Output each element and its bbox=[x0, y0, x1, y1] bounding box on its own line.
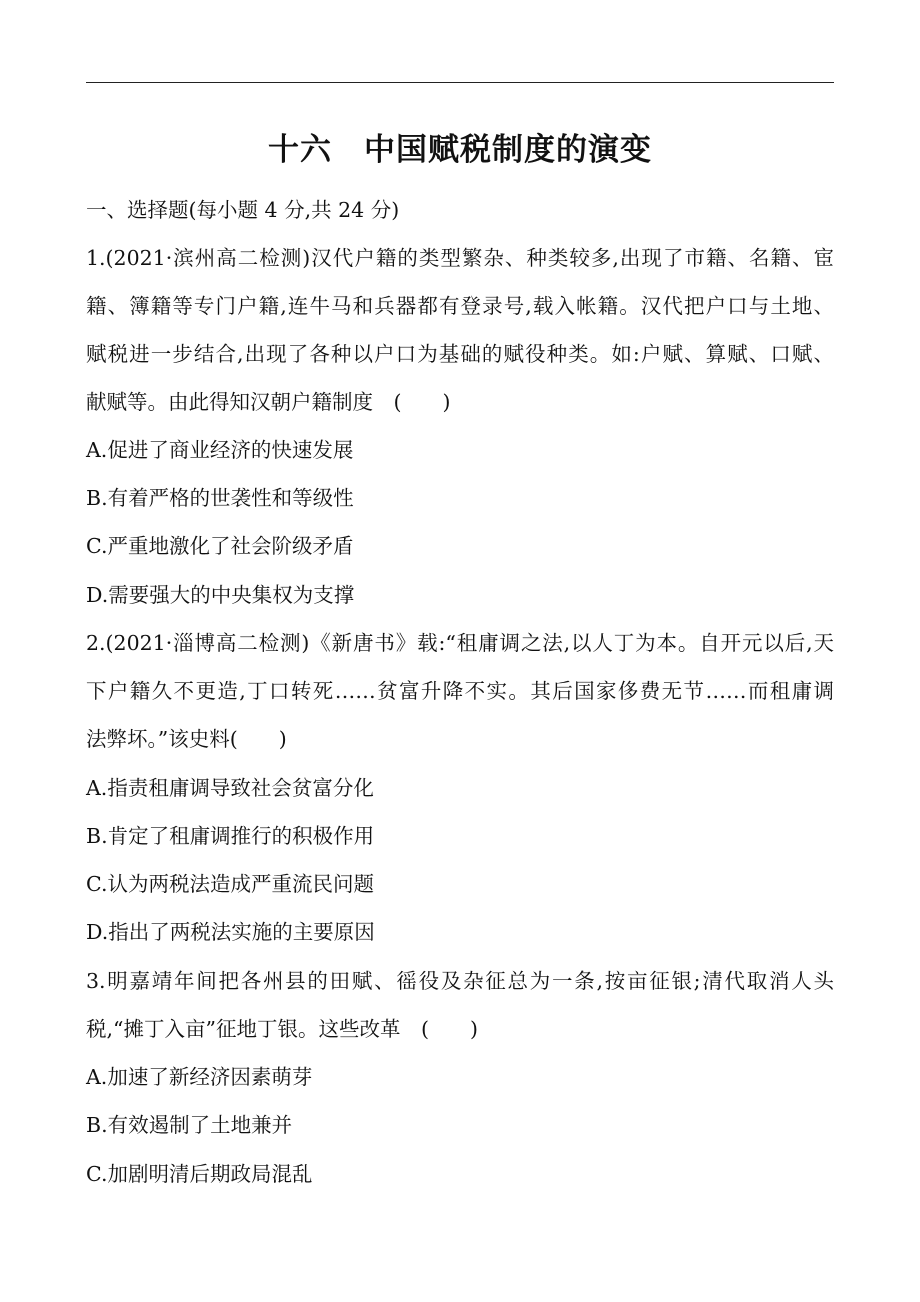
page-title: 十六 中国赋税制度的演变 bbox=[268, 132, 652, 168]
question-1-option-a: A.促进了商业经济的快速发展 bbox=[86, 438, 354, 462]
question-3-stem-line-2: 税,“摊丁入亩”征地丁银。这些改革 ( ) bbox=[86, 1017, 478, 1041]
question-1-stem-line-4: 献赋等。由此得知汉朝户籍制度 ( ) bbox=[86, 390, 451, 414]
question-3-option-b: B.有效遏制了土地兼并 bbox=[86, 1113, 293, 1137]
question-1-option-c: C.严重地激化了社会阶级矛盾 bbox=[86, 534, 354, 558]
question-2-stem-line-1: 2.(2021·淄博高二检测)《新唐书》载:“租庸调之法,以人丁为本。自开元以后,天 bbox=[86, 631, 834, 655]
question-1-option-d: D.需要强大的中央集权为支撑 bbox=[86, 583, 355, 607]
question-2-stem-line-2: 下户籍久不更造,丁口转死……贫富升降不实。其后国家侈费无节……而租庸调 bbox=[86, 679, 834, 703]
question-2-option-d: D.指出了两税法实施的主要原因 bbox=[86, 920, 375, 944]
header-rule bbox=[86, 82, 834, 83]
question-3-option-a: A.加速了新经济因素萌芽 bbox=[86, 1065, 313, 1089]
question-1-stem-line-2: 籍、簿籍等专门户籍,连牛马和兵器都有登录号,载入帐籍。汉代把户口与土地、 bbox=[86, 294, 834, 318]
question-1-stem-line-1: 1.(2021·滨州高二检测)汉代户籍的类型繁杂、种类较多,出现了市籍、名籍、宦 bbox=[86, 246, 834, 270]
question-1-option-b: B.有着严格的世袭性和等级性 bbox=[86, 486, 354, 510]
question-3-stem-line-1: 3.明嘉靖年间把各州县的田赋、徭役及杂征总为一条,按亩征银;清代取消人头 bbox=[86, 969, 834, 993]
question-1-stem-line-3: 赋税进一步结合,出现了各种以户口为基础的赋役种类。如:户赋、算赋、口赋、 bbox=[86, 342, 834, 366]
question-2-option-a: A.指责租庸调导致社会贫富分化 bbox=[86, 776, 374, 800]
section-heading: 一、选择题(每小题 4 分,共 24 分) bbox=[86, 198, 400, 222]
question-3-option-c: C.加剧明清后期政局混乱 bbox=[86, 1162, 313, 1186]
question-2-stem-line-3: 法弊坏。”该史料( ) bbox=[86, 727, 287, 751]
question-2-option-c: C.认为两税法造成严重流民问题 bbox=[86, 872, 374, 896]
question-2-option-b: B.肯定了租庸调推行的积极作用 bbox=[86, 824, 375, 848]
